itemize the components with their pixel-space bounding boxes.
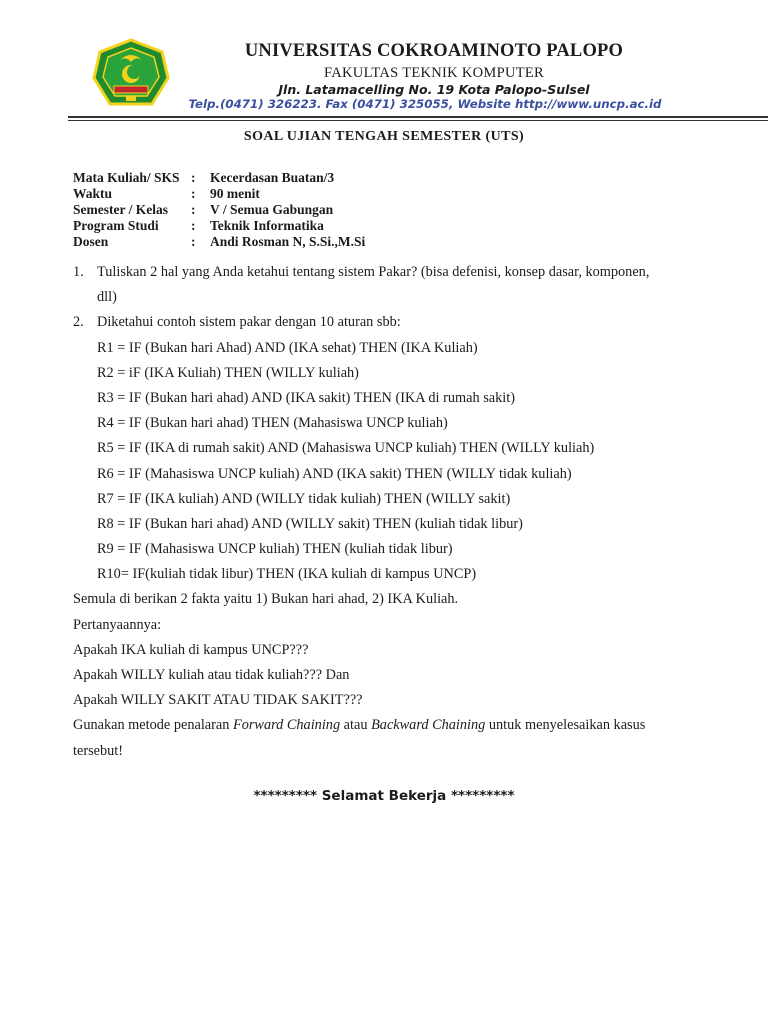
instruction-text: Gunakan metode penalaran <box>73 717 233 734</box>
info-row <box>73 218 365 234</box>
exam-body <box>73 262 713 766</box>
backward-chaining-term: Backward Chaining <box>371 717 486 734</box>
info-row <box>73 202 365 218</box>
rule-r7: R7 = IF (IKA kuliah) AND (WILLY tidak kuliah) THEN (WILLY sakit) <box>97 490 511 507</box>
sub-question: Apakah WILLY kuliah atau tidak kuliah??? Dan <box>73 667 350 683</box>
rule-r8: R8 = IF (Bukan hari ahad) AND (WILLY sakit) THEN (kuliah tidak libur) <box>97 515 523 532</box>
info-key: Mata Kuliah/ SKS <box>73 170 180 185</box>
rule-r2: R2 = iF (IKA Kuliah) THEN (WILLY kuliah) <box>97 364 359 381</box>
rule-r10: R10= IF(kuliah tidak libur) THEN (IKA kuliah di kampus UNCP) <box>97 566 477 583</box>
info-key: Semester / Kelas <box>73 202 168 217</box>
info-sep: : <box>191 234 196 249</box>
rule-r9: R9 = IF (Mahasiswa UNCP kuliah) THEN (kuliah tidak libur) <box>97 541 453 558</box>
questions-label: Pertanyaannya: <box>73 616 162 633</box>
info-value: Kecerdasan Buatan/3 <box>210 170 335 185</box>
faculty-name: FAKULTAS TEKNIK KOMPUTER <box>323 65 545 81</box>
info-key: Dosen <box>73 234 109 249</box>
question-1 <box>73 262 713 287</box>
closing-message: ********* Selamat Bekerja ********* <box>253 788 515 804</box>
question-number: 1. <box>73 264 84 280</box>
question-text: Tuliskan 2 hal yang Anda ketahui tentang sistem Pakar? (bisa defenisi, konsep dasar, komponen, <box>97 264 650 280</box>
question-text: Diketahui contoh sistem pakar dengan 10 aturan sbb: <box>97 314 401 331</box>
course-info <box>73 170 365 250</box>
info-row <box>73 234 365 250</box>
rule-r3: R3 = IF (Bukan hari ahad) AND (IKA sakit) THEN (IKA di rumah sakit) <box>97 389 515 406</box>
sub-question: Apakah WILLY SAKIT ATAU TIDAK SAKIT??? <box>73 692 363 709</box>
info-row <box>73 170 365 186</box>
question-2 <box>73 312 713 337</box>
given-facts: Semula di berikan 2 fakta yaitu 1) Bukan hari ahad, 2) IKA Kuliah. <box>73 591 459 608</box>
rule-r5: R5 = IF (IKA di rumah sakit) AND (Mahasiswa UNCP kuliah) THEN (WILLY kuliah) <box>97 440 595 457</box>
forward-chaining-term: Forward Chaining <box>232 717 341 734</box>
info-key: Waktu <box>73 186 113 201</box>
info-sep: : <box>191 218 196 233</box>
info-value: 90 menit <box>210 186 260 201</box>
info-value: V / Semua Gabungan <box>210 202 334 217</box>
instruction-text: atau <box>340 717 372 734</box>
info-sep: : <box>191 202 196 217</box>
instruction-cont: tersebut! <box>73 742 124 759</box>
rule-r6: R6 = IF (Mahasiswa UNCP kuliah) AND (IKA sakit) THEN (WILLY tidak kuliah) <box>97 465 572 482</box>
question-1-cont: dll) <box>97 289 117 306</box>
info-row <box>73 186 365 202</box>
address: Jln. Latamacelling No. 19 Kota Palopo-Sulsel <box>278 82 590 97</box>
info-sep: : <box>191 186 196 201</box>
header-divider-thin <box>68 120 768 121</box>
sub-question: Apakah IKA kuliah di kampus UNCP??? <box>73 641 309 658</box>
header-divider-thick <box>68 116 768 118</box>
info-key: Program Studi <box>73 218 159 233</box>
rule-r1: R1 = IF (Bukan hari Ahad) AND (IKA sehat) THEN (IKA Kuliah) <box>97 339 478 356</box>
university-name: UNIVERSITAS COKROAMINOTO PALOPO <box>244 41 624 61</box>
exam-title: SOAL UJIAN TENGAH SEMESTER (UTS) <box>243 129 525 144</box>
info-value: Teknik Informatika <box>210 218 324 233</box>
contact-info: Telp.(0471) 326223. Fax (0471) 325055, Website http://www.uncp.ac.id <box>188 97 662 111</box>
instruction <box>73 715 713 740</box>
question-number: 2. <box>73 314 84 331</box>
instruction-text: untuk menyelesaikan kasus <box>485 717 646 734</box>
rule-r4: R4 = IF (Bukan hari ahad) THEN (Mahasiswa UNCP kuliah) <box>97 415 448 432</box>
info-value: Andi Rosman N, S.Si.,M.Si <box>210 234 366 249</box>
info-sep: : <box>191 170 196 185</box>
